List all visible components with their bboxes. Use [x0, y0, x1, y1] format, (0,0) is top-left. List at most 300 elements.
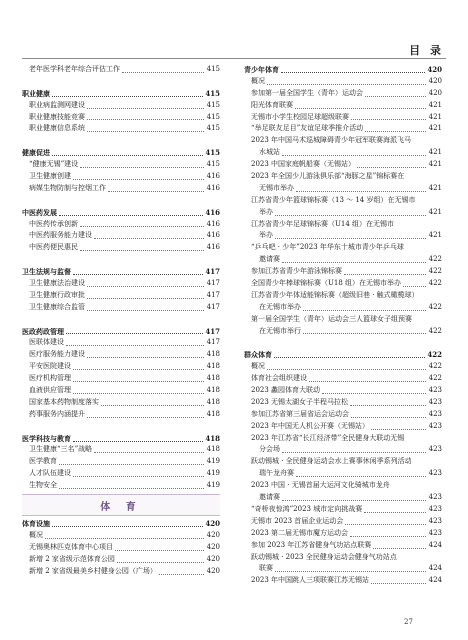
toc-leader-dots — [73, 368, 204, 370]
toc-leader-dots — [73, 392, 204, 394]
toc-entry[interactable] — [22, 397, 220, 409]
toc-entry[interactable] — [244, 147, 442, 159]
toc-page-number: 416 — [205, 207, 220, 217]
toc-entry[interactable] — [22, 361, 220, 373]
toc-entry[interactable] — [244, 385, 442, 397]
toc-entry-title: 中医药便民惠民 — [29, 243, 78, 252]
toc-leader-dots — [296, 190, 426, 192]
toc-page-number: 415 — [205, 148, 220, 158]
toc-entry-title: 中医药发展 — [22, 207, 57, 217]
toc-entry-title: 病媒生物防制与控烟工作 — [29, 183, 106, 192]
toc-entry[interactable] — [22, 100, 220, 112]
toc-section-heading[interactable] — [244, 64, 442, 76]
toc-leader-dots — [73, 475, 204, 477]
toc-leader-dots — [309, 380, 426, 382]
toc-entry[interactable] — [244, 504, 442, 516]
toc-page-number: 421 — [428, 124, 442, 133]
toc-spacer — [244, 337, 442, 349]
toc-leader-dots — [80, 166, 204, 168]
toc-entry[interactable] — [244, 266, 442, 278]
toc-page-number: 423 — [428, 528, 442, 537]
toc-entry-title: 平安医院建设 — [29, 362, 71, 371]
toc-entry-title: 参加江苏省青少年游泳锦标赛 — [251, 267, 342, 276]
toc-entry-title: 概况 — [251, 76, 265, 85]
toc-spacer — [22, 76, 220, 88]
toc-page-number: 422 — [428, 279, 442, 288]
toc-section-heading[interactable] — [22, 433, 220, 445]
toc-page-number: 416 — [206, 183, 220, 192]
toc-entry-title: 医学教育 — [29, 457, 57, 466]
toc-entry[interactable] — [244, 290, 442, 302]
toc-leader-dots — [357, 166, 426, 168]
toc-entry-title: 无锡奥林匹克体育中心项目 — [29, 542, 113, 551]
toc-entry[interactable] — [244, 456, 442, 468]
toc-entry[interactable] — [22, 159, 220, 171]
toc-entry-title: 2023 第二届无锡市魔方运动会 — [251, 528, 349, 537]
toc-page-number: 421 — [428, 160, 442, 169]
toc-entry[interactable] — [244, 397, 442, 409]
toc-page-number: 420 — [428, 76, 442, 85]
toc-leader-dots — [295, 107, 426, 109]
toc-leader-dots — [275, 237, 426, 239]
toc-page-number: 424 — [428, 576, 442, 585]
toc-page-number: 419 — [206, 469, 220, 478]
toc-page-number: 422 — [428, 255, 442, 264]
toc-entry[interactable] — [22, 468, 220, 480]
toc-entry[interactable] — [22, 349, 220, 361]
page-header — [0, 0, 468, 62]
toc-entry-title: 体育设施 — [22, 519, 50, 529]
toc-entry[interactable] — [22, 385, 220, 397]
toc-page-number: 422 — [427, 350, 442, 360]
toc-entry[interactable] — [244, 302, 442, 314]
toc-entry-title: 卫生健康法治建设 — [29, 279, 85, 288]
toc-entry-title: 第一届全国学生（青年）运动会三人篮球女子组预赛 — [251, 314, 412, 323]
toc-leader-dots — [94, 451, 204, 453]
toc-entry-title: 国家基本药物制度落实 — [29, 397, 99, 406]
toc-entry[interactable] — [244, 326, 442, 338]
toc-entry-title: 中医药服务能力建设 — [29, 231, 92, 240]
toc-page-number: 423 — [428, 493, 442, 502]
toc-entry-title: 瑞午龙舟赛 — [259, 469, 294, 478]
toc-entry[interactable] — [22, 542, 220, 554]
toc-entry[interactable] — [22, 242, 220, 254]
toc-page-number: 417 — [206, 302, 220, 311]
toc-leader-dots — [66, 332, 203, 334]
toc-entry-title: 生物安全 — [29, 481, 57, 490]
toc-page-number: 415 — [205, 88, 220, 98]
toc-entry-title: 医疗服务能力建设 — [29, 350, 85, 359]
toc-page-number: 424 — [428, 540, 442, 549]
toc-page-number: 417 — [205, 267, 220, 277]
toc-entry-title: “乒乓吧 · 少年”2023 年华东十城市青少年乒乓球 — [251, 243, 404, 252]
toc-leader-dots — [365, 95, 426, 97]
toc-entry-title: 在无锡市举行 — [259, 326, 301, 335]
toc-entry-title: 概况 — [251, 362, 265, 371]
toc-leader-dots — [274, 356, 425, 358]
toc-page-number: 418 — [206, 386, 220, 395]
toc-leader-dots — [322, 392, 426, 394]
toc-leader-dots — [87, 107, 204, 109]
toc-entry-title: 2023 年中国无人机公开赛（无锡站） — [251, 421, 370, 430]
toc-page-number: 421 — [428, 183, 442, 192]
toc-entry-title: 老年医学科老年综合评估工作 — [29, 64, 120, 73]
toc-leader-dots — [52, 95, 203, 97]
toc-spacer — [22, 195, 220, 207]
toc-page-number: 423 — [428, 516, 442, 525]
toc-page-number: 424 — [428, 564, 442, 573]
toc-entry[interactable] — [244, 112, 442, 124]
toc-leader-dots — [122, 71, 204, 73]
toc-page-number: 415 — [206, 64, 220, 73]
toc-entry-title: 卫生健康创建 — [29, 172, 71, 180]
toc-leader-dots — [52, 525, 203, 527]
toc-leader-dots — [87, 356, 204, 358]
toc-entry[interactable] — [244, 100, 442, 112]
toc-leader-dots — [371, 582, 426, 584]
toc-entry[interactable] — [22, 171, 220, 183]
toc-entry-title: 2023 年中国跳人三项联赛江苏无锡站 — [251, 576, 370, 585]
toc-entry-title: 2023 年中国马术巡城障碍青少年冠军联赛海派飞马 — [251, 136, 412, 145]
toc-page-number: 421 — [428, 148, 442, 157]
toc-leader-dots — [267, 368, 426, 370]
toc-page-number: 416 — [206, 243, 220, 252]
toc-entry[interactable] — [244, 278, 442, 290]
toc-entry[interactable] — [244, 421, 442, 433]
toc-leader-dots — [108, 190, 204, 192]
toc-leader-dots — [87, 118, 204, 120]
toc-page-number: 417 — [206, 338, 220, 347]
toc-page-number: 423 — [428, 409, 442, 418]
toc-entry-title: 举办 — [259, 207, 273, 216]
toc-page-number: 418 — [205, 433, 220, 443]
toc-entry-title: 水城站 — [259, 148, 280, 157]
toc-leader-dots — [66, 344, 204, 346]
toc-leader-dots — [59, 214, 203, 216]
toc-entry-title: 职业健康信息系统 — [29, 124, 85, 133]
toc-leader-dots — [80, 225, 204, 227]
toc-entry[interactable] — [244, 516, 442, 528]
header-rule — [22, 58, 446, 59]
toc-leader-dots — [275, 570, 426, 572]
toc-entry[interactable] — [22, 373, 220, 385]
toc-entry-title: 体育社会组织建设 — [251, 374, 307, 383]
toc-entry[interactable] — [244, 219, 442, 231]
toc-page-number: 415 — [206, 100, 220, 109]
toc-entry-title: 参加 2023 年江苏省健身气功站点联赛 — [251, 540, 372, 549]
toc-entry-title: 江苏省青少年足球锦标赛（U14 组）在无锡市 — [251, 219, 395, 228]
toc-spacer — [22, 135, 220, 147]
toc-entry[interactable] — [22, 123, 220, 135]
toc-entry[interactable] — [244, 207, 442, 219]
toc-page-number: 423 — [428, 386, 442, 395]
toc-entry-title: “奇桥夜惊鸿”2023 城市定向挑战赛 — [251, 504, 363, 513]
toc-entry[interactable] — [244, 575, 442, 587]
toc-entry-title: 参加江苏省第三届省运会运动会 — [251, 409, 349, 418]
toc-entry-title: 卫生健康综合监管 — [29, 302, 85, 311]
toc-leader-dots — [267, 83, 426, 85]
toc-entry-title: 青少年体育 — [244, 64, 279, 74]
toc-section-heading[interactable] — [22, 147, 220, 159]
toc-entry[interactable] — [22, 183, 220, 195]
toc-leader-dots — [94, 237, 204, 239]
toc-entry[interactable] — [22, 445, 220, 457]
toc-page-number: 421 — [428, 207, 442, 216]
toc-page-number: 418 — [206, 350, 220, 359]
toc-section-heading[interactable] — [22, 88, 220, 100]
toc-entry[interactable] — [244, 492, 442, 504]
toc-entry-title: 职业病监测网建设 — [29, 100, 85, 109]
toc-page-number: 422 — [428, 362, 442, 371]
toc-page-number: 418 — [206, 409, 220, 418]
toc-leader-dots — [73, 380, 204, 382]
toc-entry[interactable] — [244, 445, 442, 457]
toc-leader-dots — [87, 309, 204, 311]
toc-entry-title: 2023 中国家庭帆船赛（无锡站） — [251, 160, 356, 169]
toc-entry-title: 在无锡市举办 — [259, 302, 301, 311]
toc-section-heading[interactable] — [22, 207, 220, 219]
toc-leader-dots — [282, 261, 426, 263]
toc-entry-title: 跃动锡城 · 2023 全民健身运动会健身气功站点 — [251, 552, 397, 561]
toc-page-number: 420 — [206, 542, 220, 551]
toc-entry[interactable] — [244, 88, 442, 100]
toc-entry-title: 邀请赛 — [259, 255, 280, 264]
toc-leader-dots — [296, 475, 426, 477]
toc-entry[interactable] — [244, 552, 442, 564]
toc-entry-title: 无锡市小学生校园足球超级联赛 — [251, 112, 349, 121]
toc-entry[interactable] — [22, 480, 220, 492]
toc-entry[interactable] — [22, 230, 220, 242]
toc-leader-dots — [87, 297, 204, 299]
toc-leader-dots — [101, 404, 204, 406]
toc-entry-title: 卫生法规与监督 — [22, 267, 71, 277]
toc-leader-dots — [87, 130, 204, 132]
toc-entry-title: 职业健康技能竞赛 — [29, 112, 85, 121]
toc-entry-title: 2023 蠡园体育大联动 — [251, 386, 321, 395]
toc-spacer — [22, 314, 220, 326]
toc-leader-dots — [117, 561, 204, 563]
toc-entry-title: 举办 — [259, 231, 273, 240]
toc-leader-dots — [73, 273, 203, 275]
toc-entry-title: 医疗机构管理 — [29, 374, 71, 383]
toc-leader-dots — [52, 154, 203, 156]
toc-entry[interactable] — [244, 254, 442, 266]
toc-page-number: 418 — [206, 397, 220, 406]
toc-leader-dots — [350, 404, 426, 406]
toc-leader-dots — [59, 487, 204, 489]
toc-leader-dots — [303, 332, 426, 334]
toc-entry-title: 全国青少年棒球锦标赛（U18 组）在无锡市举办 — [251, 279, 402, 288]
toc-entry-title: 概况 — [29, 530, 43, 539]
toc-leader-dots — [275, 214, 426, 216]
toc-page-number: 418 — [206, 362, 220, 371]
toc-entry[interactable] — [244, 528, 442, 540]
toc-entry[interactable] — [244, 230, 442, 242]
toc-entry[interactable] — [244, 242, 442, 254]
toc-right-column — [244, 64, 442, 587]
toc-leader-dots — [344, 273, 426, 275]
toc-leader-dots — [282, 499, 426, 501]
toc-entry[interactable] — [22, 554, 220, 566]
toc-page-number: 420 — [206, 566, 220, 575]
toc-entry[interactable] — [244, 135, 442, 147]
toc-entry-title: 药事服务内涵提升 — [29, 409, 85, 418]
toc-entry[interactable] — [244, 159, 442, 171]
toc-spacer — [22, 254, 220, 266]
toc-entry[interactable] — [244, 563, 442, 575]
toc-entry[interactable] — [22, 456, 220, 468]
toc-entry-title: 阳光体育联赛 — [251, 100, 293, 109]
toc-leader-dots — [282, 154, 426, 156]
toc-section-heading[interactable] — [22, 266, 220, 278]
toc-leader-dots — [351, 118, 426, 120]
toc-page-number: 421 — [428, 112, 442, 121]
section-band — [22, 494, 220, 516]
toc-entry[interactable] — [22, 290, 220, 302]
toc-page-number: 423 — [428, 445, 442, 454]
toc-leader-dots — [403, 285, 426, 287]
toc-page-number: 422 — [428, 302, 442, 311]
toc-page-number: 415 — [206, 160, 220, 169]
toc-entry[interactable] — [244, 195, 442, 207]
toc-entry-title: 血液供应管理 — [29, 386, 71, 395]
toc-entry[interactable] — [244, 123, 442, 135]
toc-entry[interactable] — [22, 409, 220, 421]
toc-entry-title: 2023 年全国少儿游泳俱乐部“海豚之星”锦标赛在 — [251, 172, 405, 180]
toc-page-number: 423 — [428, 421, 442, 430]
header-title: 目 录 — [409, 44, 444, 57]
toc-left-column — [22, 64, 220, 578]
toc-entry-title: 医政药政管理 — [22, 326, 64, 336]
toc-page-number: 422 — [428, 374, 442, 383]
toc-page-number: 421 — [428, 100, 442, 109]
toc-leader-dots — [281, 71, 425, 73]
toc-section-heading[interactable] — [244, 349, 442, 361]
page-number: 27 — [404, 618, 413, 626]
toc-entry-title: 职业健康 — [22, 88, 50, 98]
toc-page-number: 423 — [428, 469, 442, 478]
toc-entry-title: 江苏省青少年体适能锦标赛（超级旧巷 · 触式橄榄球） — [251, 290, 419, 299]
toc-entry[interactable] — [244, 433, 442, 445]
toc-entry[interactable] — [244, 409, 442, 421]
toc-leader-dots — [373, 547, 426, 549]
toc-leader-dots — [73, 440, 203, 442]
toc-page-number: 417 — [206, 279, 220, 288]
toc-leader-dots — [350, 535, 426, 537]
toc-page-number: 416 — [206, 231, 220, 240]
toc-leader-dots — [365, 130, 426, 132]
toc-leader-dots — [115, 549, 204, 551]
toc-page-number: 415 — [206, 112, 220, 121]
toc-page-number: 420 — [428, 88, 442, 97]
toc-entry[interactable] — [22, 302, 220, 314]
toc-page-number: 423 — [428, 504, 442, 513]
toc-page-number: 418 — [206, 445, 220, 454]
toc-entry-title: 健康促进 — [22, 148, 50, 158]
toc-entry-title: 联赛 — [259, 564, 273, 573]
toc-entry-title: 跃动锡城 · 全民健身运动会水上赛事休闲季系列活动 — [251, 457, 412, 466]
toc-leader-dots — [345, 523, 426, 525]
toc-entry[interactable] — [244, 76, 442, 88]
toc-entry[interactable] — [244, 468, 442, 480]
toc-page-number: 420 — [205, 519, 220, 529]
toc-entry-title: 卫生健康行政审批 — [29, 290, 85, 299]
toc-leader-dots — [351, 416, 426, 418]
toc-entry-title: 新增 2 家省级最美乡村健身公园（广场） — [29, 566, 157, 575]
toc-page-number: 421 — [428, 231, 442, 240]
toc-entry[interactable] — [22, 337, 220, 349]
toc-entry-title: 医学科技与教育 — [22, 433, 71, 443]
toc-leader-dots — [303, 309, 426, 311]
toc-entry-title: 2023 无锡太湖女子半程马拉松 — [251, 397, 349, 406]
toc-entry[interactable] — [22, 278, 220, 290]
toc-entry-title: 无锡市举办 — [259, 183, 294, 192]
toc-entry[interactable] — [244, 373, 442, 385]
toc-page-number: 423 — [428, 397, 442, 406]
toc-page-number: 418 — [206, 374, 220, 383]
section-band-title: 体 育 — [100, 501, 142, 513]
toc-page-number: 417 — [205, 326, 220, 336]
toc-page-number: 420 — [206, 554, 220, 563]
toc-entry[interactable] — [22, 112, 220, 124]
toc-entry-title: 卫生健康“三名”战略 — [29, 445, 93, 454]
toc-leader-dots — [282, 451, 426, 453]
toc-entry[interactable] — [244, 183, 442, 195]
toc-entry-title: 2023 年江苏省“长江经济带”全民健身大联动无锡 — [251, 433, 405, 442]
toc-leader-dots — [59, 463, 204, 465]
toc-leader-dots — [371, 428, 426, 430]
toc-entry-title: 群众体育 — [244, 350, 272, 360]
toc-entry-title: 分会场 — [259, 445, 280, 454]
toc-entry[interactable] — [244, 314, 442, 326]
toc-entry[interactable] — [22, 530, 220, 542]
toc-page-number: 420 — [427, 64, 442, 74]
toc-entry[interactable] — [22, 219, 220, 231]
toc-entry-title: “健康无锡”建设 — [29, 160, 79, 169]
toc-entry-title: 人才队伍建设 — [29, 469, 71, 478]
toc-entry[interactable] — [244, 480, 442, 492]
toc-page-number: 417 — [206, 290, 220, 299]
toc-entry[interactable] — [244, 361, 442, 373]
toc-entry-title: 参加第一届全国学生（青年）运动会 — [251, 88, 363, 97]
toc-section-heading[interactable] — [22, 518, 220, 530]
toc-page-number: 419 — [206, 481, 220, 490]
toc-entry-title: 中医药传承创新 — [29, 219, 78, 228]
toc-entry[interactable] — [22, 566, 220, 578]
toc-entry[interactable] — [244, 540, 442, 552]
toc-page-number: 422 — [428, 326, 442, 335]
toc-page-number: 419 — [206, 457, 220, 466]
toc-entry-title: 新增 2 家省级示范体育公园 — [29, 554, 115, 563]
toc-page-number: 422 — [428, 267, 442, 276]
toc-leader-dots — [73, 178, 204, 180]
toc-entry-title: 邀请赛 — [259, 493, 280, 502]
toc-spacer — [22, 421, 220, 433]
toc-entry-title: “举足联友足目”友谊足球季推介活动 — [251, 124, 364, 133]
toc-page-number: 416 — [206, 219, 220, 228]
toc-page-number: 415 — [206, 124, 220, 133]
toc-entry-title: 2023 中国 · 无锡首届大运河文化骑城市龙舟 — [251, 481, 390, 490]
toc-page-number: 416 — [206, 172, 220, 180]
toc-entry-title: 江苏省青少年篮球锦标赛（13 ～ 14 岁组）在无锡市 — [251, 195, 416, 204]
toc-entry[interactable] — [244, 171, 442, 183]
toc-entry-title: 医联体建设 — [29, 338, 64, 347]
toc-entry-title: 无锡市 2023 首届企业运动会 — [251, 516, 344, 525]
toc-entry[interactable] — [22, 64, 220, 76]
toc-section-heading[interactable] — [22, 326, 220, 338]
toc-leader-dots — [80, 249, 204, 251]
toc-leader-dots — [87, 416, 204, 418]
